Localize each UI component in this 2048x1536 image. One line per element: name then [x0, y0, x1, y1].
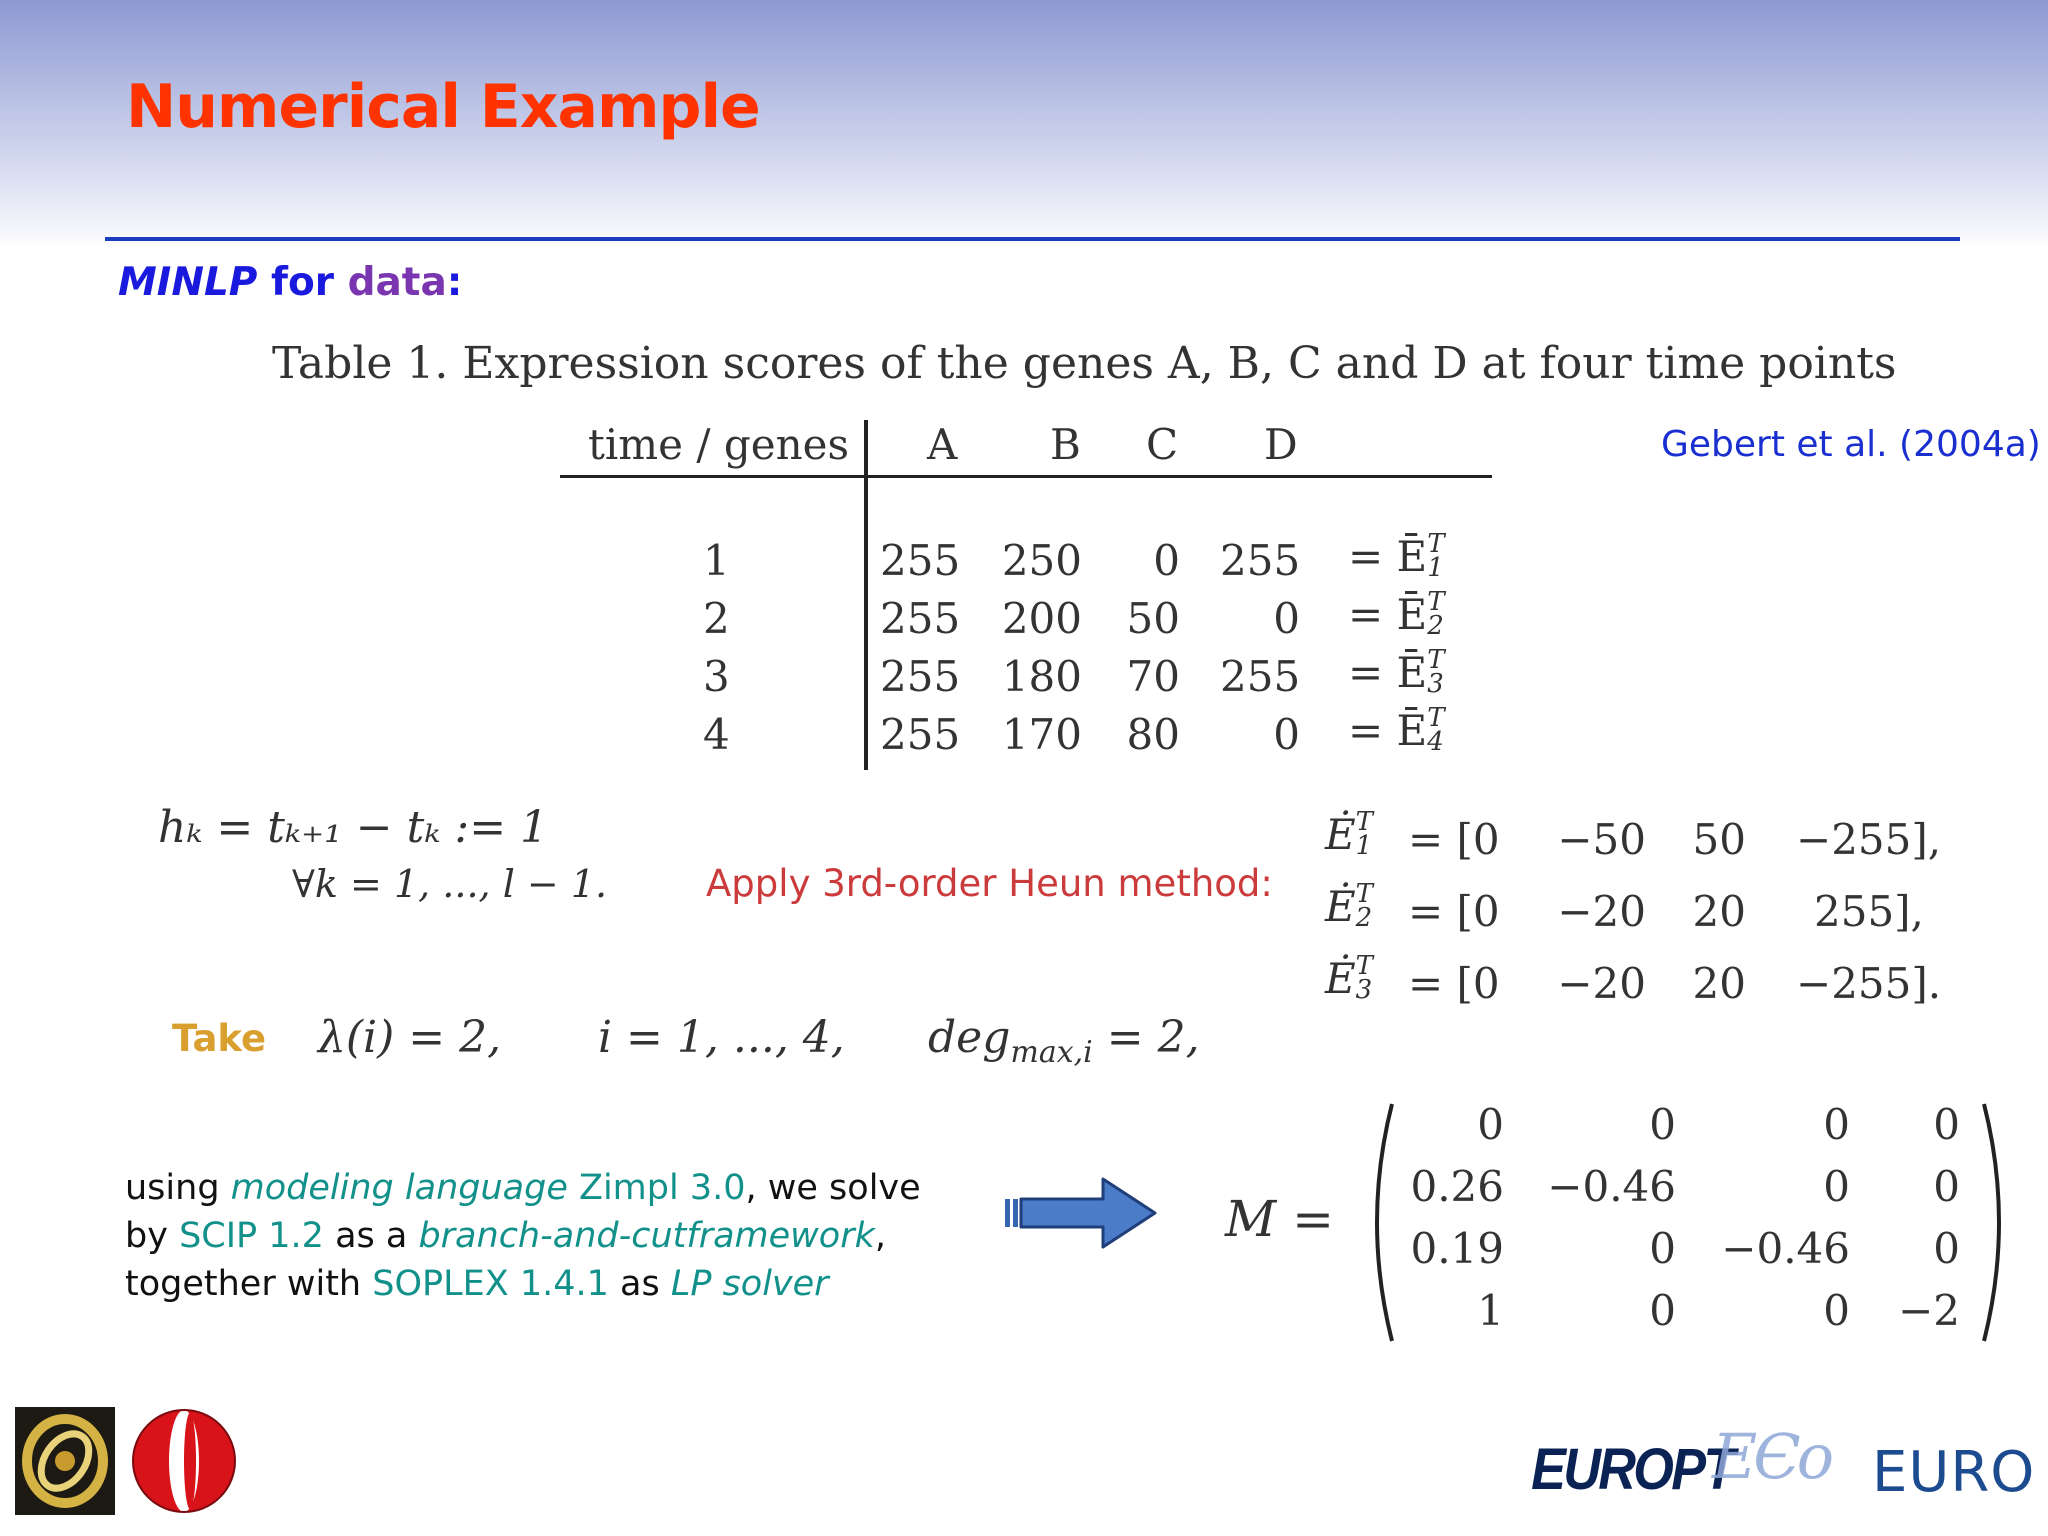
row-vector-sup: T [1427, 529, 1445, 559]
matrix-right-paren [1978, 1100, 2018, 1345]
derivative-lhs [1325, 879, 1374, 933]
table-caption: Table 1. Expression scores of the genes A, B, C and D at four time points [272, 338, 1897, 389]
solver-line-1 [125, 1164, 921, 1212]
row-vector-label [1348, 587, 1445, 641]
derivative-sub: 3 [1355, 975, 1373, 1005]
table-cell-time: 2 [703, 594, 730, 643]
text-span: together with [125, 1264, 373, 1304]
branch-and-cut-text: branch-and-cutframework [418, 1216, 875, 1256]
step-size-equation: hₖ = tₖ₊₁ − tₖ := 1 [158, 802, 549, 853]
table-cell: 80 [1126, 710, 1180, 759]
table-cell: 255 [1220, 536, 1301, 585]
row-vector-sub: 1 [1427, 553, 1444, 583]
lp-solver-text: LP solver [670, 1264, 829, 1304]
derivative-value: 50 [1692, 815, 1746, 864]
modeling-language-text: modeling language [230, 1168, 568, 1208]
row-vector-eq: = Ē [1348, 532, 1428, 581]
matrix-cell: 0 [1823, 1100, 1850, 1149]
table-cell-time: 1 [703, 536, 730, 585]
table-cell: 180 [1001, 652, 1082, 701]
text-span: , [874, 1216, 886, 1256]
table-header-time: time / genes [588, 420, 850, 469]
derivative-sub: 2 [1355, 903, 1373, 933]
row-vector-sub: 4 [1427, 727, 1444, 757]
row-vector-label [1348, 529, 1445, 583]
lambda-equation: λ(i) = 2, [318, 1012, 502, 1063]
matrix-cell: 0 [1823, 1162, 1850, 1211]
text-span: as a [323, 1216, 419, 1256]
citation: Gebert et al. (2004a) [1661, 424, 2041, 465]
table-cell-time: 3 [703, 652, 730, 701]
row-vector-sub: 3 [1427, 669, 1444, 699]
table-cell: 170 [1001, 710, 1082, 759]
table-cell: 255 [880, 536, 961, 585]
matrix-cell: 0 [1823, 1286, 1850, 1335]
matrix-cell: 0.19 [1410, 1224, 1504, 1273]
derivative-eq: = [0 [1408, 959, 1500, 1008]
derivative-lhs [1325, 951, 1374, 1005]
table-cell: 70 [1126, 652, 1180, 701]
table-cell: 200 [1001, 594, 1082, 643]
solver-line-2 [125, 1212, 921, 1260]
institute-logo [15, 1407, 115, 1515]
slide-title: Numerical Example [126, 72, 760, 142]
title-rule [105, 237, 1960, 241]
scip-text: SCIP 1.2 [179, 1216, 324, 1256]
degree-rhs: = 2, [1092, 1012, 1200, 1063]
heun-method-label: Apply 3rd-order Heun method: [706, 862, 1273, 905]
table-vertical-rule [864, 420, 868, 770]
row-vector-sup: T [1427, 703, 1445, 733]
matrix-cell: −0.46 [1547, 1162, 1676, 1211]
derivative-sup: T [1355, 879, 1374, 909]
matrix-cell: 0 [1477, 1100, 1504, 1149]
matrix-cell: 0.26 [1410, 1162, 1504, 1211]
table-cell-time: 4 [703, 710, 730, 759]
index-range: i = 1, ..., 4, [598, 1012, 845, 1063]
text-span: using [125, 1168, 231, 1208]
derivative-symbol: Ė [1325, 954, 1356, 1003]
row-vector-sup: T [1427, 645, 1445, 675]
derivative-value: 20 [1692, 959, 1746, 1008]
derivative-value: −255], [1796, 815, 1942, 864]
derivative-sup: T [1355, 951, 1374, 981]
euro-logo: EURO [1872, 1440, 2036, 1505]
derivative-value: −20 [1557, 887, 1646, 936]
zimpl-text: Zimpl 3.0 [567, 1168, 746, 1208]
subtitle-colon: : [446, 260, 463, 305]
row-vector-label [1348, 703, 1445, 757]
table-cell: 255 [880, 652, 961, 701]
table-header-gene: D [1264, 420, 1298, 469]
degree-subscript: max,i [1010, 1034, 1093, 1070]
table-cell: 0 [1153, 536, 1180, 585]
derivative-symbol: Ė [1325, 810, 1356, 859]
take-label: Take [172, 1017, 267, 1060]
row-vector-sub: 2 [1427, 611, 1444, 641]
matrix-cell: 0 [1933, 1224, 1960, 1273]
table-header-gene: A [927, 420, 958, 469]
row-vector-eq: = Ē [1348, 590, 1428, 639]
matrix-cell: 1 [1477, 1286, 1504, 1335]
table-header-gene: C [1146, 420, 1179, 469]
row-vector-label [1348, 645, 1445, 699]
university-logo [128, 1407, 240, 1515]
table-cell: 0 [1273, 710, 1300, 759]
subtitle-for: for [257, 260, 348, 305]
table-cell: 0 [1273, 594, 1300, 643]
subtitle-data: data [347, 260, 447, 305]
matrix-cell: 0 [1933, 1100, 1960, 1149]
row-vector-eq: = Ē [1348, 706, 1428, 755]
matrix-cell: 0 [1649, 1286, 1676, 1335]
matrix-lhs: M = [1225, 1190, 1334, 1248]
row-vector-sup: T [1427, 587, 1445, 617]
derivative-sub: 1 [1355, 831, 1373, 861]
table-cell: 50 [1126, 594, 1180, 643]
derivative-value: −50 [1557, 815, 1646, 864]
matrix-cell: −2 [1898, 1286, 1960, 1335]
matrix-cell: 0 [1649, 1224, 1676, 1273]
derivative-value: 20 [1692, 887, 1746, 936]
text-span: , we solve [745, 1168, 921, 1208]
derivative-value: 255], [1814, 887, 1924, 936]
derivative-sup: T [1355, 807, 1374, 837]
solver-description [125, 1164, 921, 1308]
derivative-symbol: Ė [1325, 882, 1356, 931]
row-vector-eq: = Ē [1348, 648, 1428, 697]
table-cell: 255 [880, 594, 961, 643]
degree-symbol: deg [928, 1012, 1011, 1063]
matrix-cell: 0 [1649, 1100, 1676, 1149]
matrix-cell: −0.46 [1721, 1224, 1850, 1273]
subtitle-minlp: MINLP [118, 260, 258, 305]
text-span: by [125, 1216, 180, 1256]
derivative-value: −20 [1557, 959, 1646, 1008]
derivative-value: −255]. [1796, 959, 1942, 1008]
table-header-gene: B [1050, 420, 1081, 469]
derivative-eq: = [0 [1408, 815, 1500, 864]
solver-line-3 [125, 1260, 921, 1308]
soplex-text: SOPLEX 1.4.1 [372, 1264, 609, 1304]
table-cell: 255 [880, 710, 961, 759]
subtitle [118, 260, 462, 305]
matrix-cell: 0 [1933, 1162, 1960, 1211]
derivative-eq: = [0 [1408, 887, 1500, 936]
table-header-rule [560, 475, 1492, 478]
text-span: as [608, 1264, 671, 1304]
table-cell: 250 [1001, 536, 1082, 585]
degree-equation [928, 1012, 1200, 1070]
derivative-lhs [1325, 807, 1374, 861]
table-cell: 255 [1220, 652, 1301, 701]
eeo-logo: EЄo [1712, 1420, 1831, 1493]
right-arrow-icon [1003, 1175, 1163, 1251]
europt-logo: EUROPT [1531, 1437, 1733, 1502]
step-size-range: ∀k = 1, ..., l − 1. [292, 862, 608, 906]
